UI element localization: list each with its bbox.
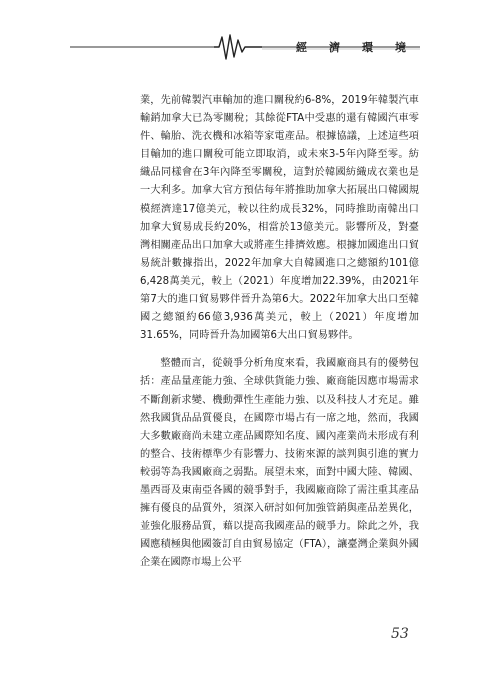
body-text xyxy=(140,92,419,572)
paragraph-competition: 整體而言，從競爭分析角度來看，我國廠商具有的優勢包括：產品量產能力強、全球供貨能力強、廠商能因應市場需求不斷創新求變、機動彈性生產能力強、以及科技人才充足。雖然我國貨品品質優良，在國際市場占有一席之地，然而，我國大多數廠商尚未建立產品國際知名度、國內產業尚未形成有利的整合、技術標準少有影響力、技術來源的談判與引進的實力較弱等為我國廠商之弱點。展望未來，面對中國大陸、韓國、墨西哥及東南亞各國的競爭對手，我國廠商除了需注重其產品擁有優良的品質外，須深入研討如何加強管銷與產品差異化，並強化服務品質，藉以提高我國產品的競爭力。除此之外，我國應積極與他國簽訂自由貿易協定（FTA），讓臺灣企業與外國企業在國際市場上公平 xyxy=(140,358,419,569)
section-title xyxy=(290,38,414,56)
section-char: 經 xyxy=(296,41,309,54)
section-char: 境 xyxy=(395,41,408,54)
section-char: 濟 xyxy=(329,41,342,54)
paragraph-continued: 業，先前韓製汽車輸加的進口關稅約6-8%，2019年韓製汽車輸銷加拿大已為零關稅；其餘從FTA中受惠的還有韓國汽車零件、輪胎、洗衣機和冰箱等家電產品。根據協議，上述這些項目輸加的進口關稅可能立即取消，或未來3-5年內降至零。紡織品同樣會在3年內降至零關稅，這對於韓國紡織成衣業也是一大利多。加拿大官方預估每年將推助加拿大拓展出口韓國規模經濟達17億美元，較以往約成長32%，同時推助南韓出口加拿大貿易成長約20%，相當於13億美元。影響所及，對臺灣相關產品出口加拿大或將產生排擠效應。根據加國進出口貿易統計數據指出，2022年加拿大自韓國進口之總額約101億6,428萬美元，較上（2021）年度增加22.39%，由2021年第7大的進口貿易夥伴晉升為第6大。2022年加拿大出口至韓國之總額約66億3,936萬美元，較上（2021）年度增加31.65%，同時晉升為加國第6大出口貿易夥伴。 xyxy=(140,95,419,342)
page-number: 53 xyxy=(391,626,409,642)
section-char: 環 xyxy=(362,41,375,54)
